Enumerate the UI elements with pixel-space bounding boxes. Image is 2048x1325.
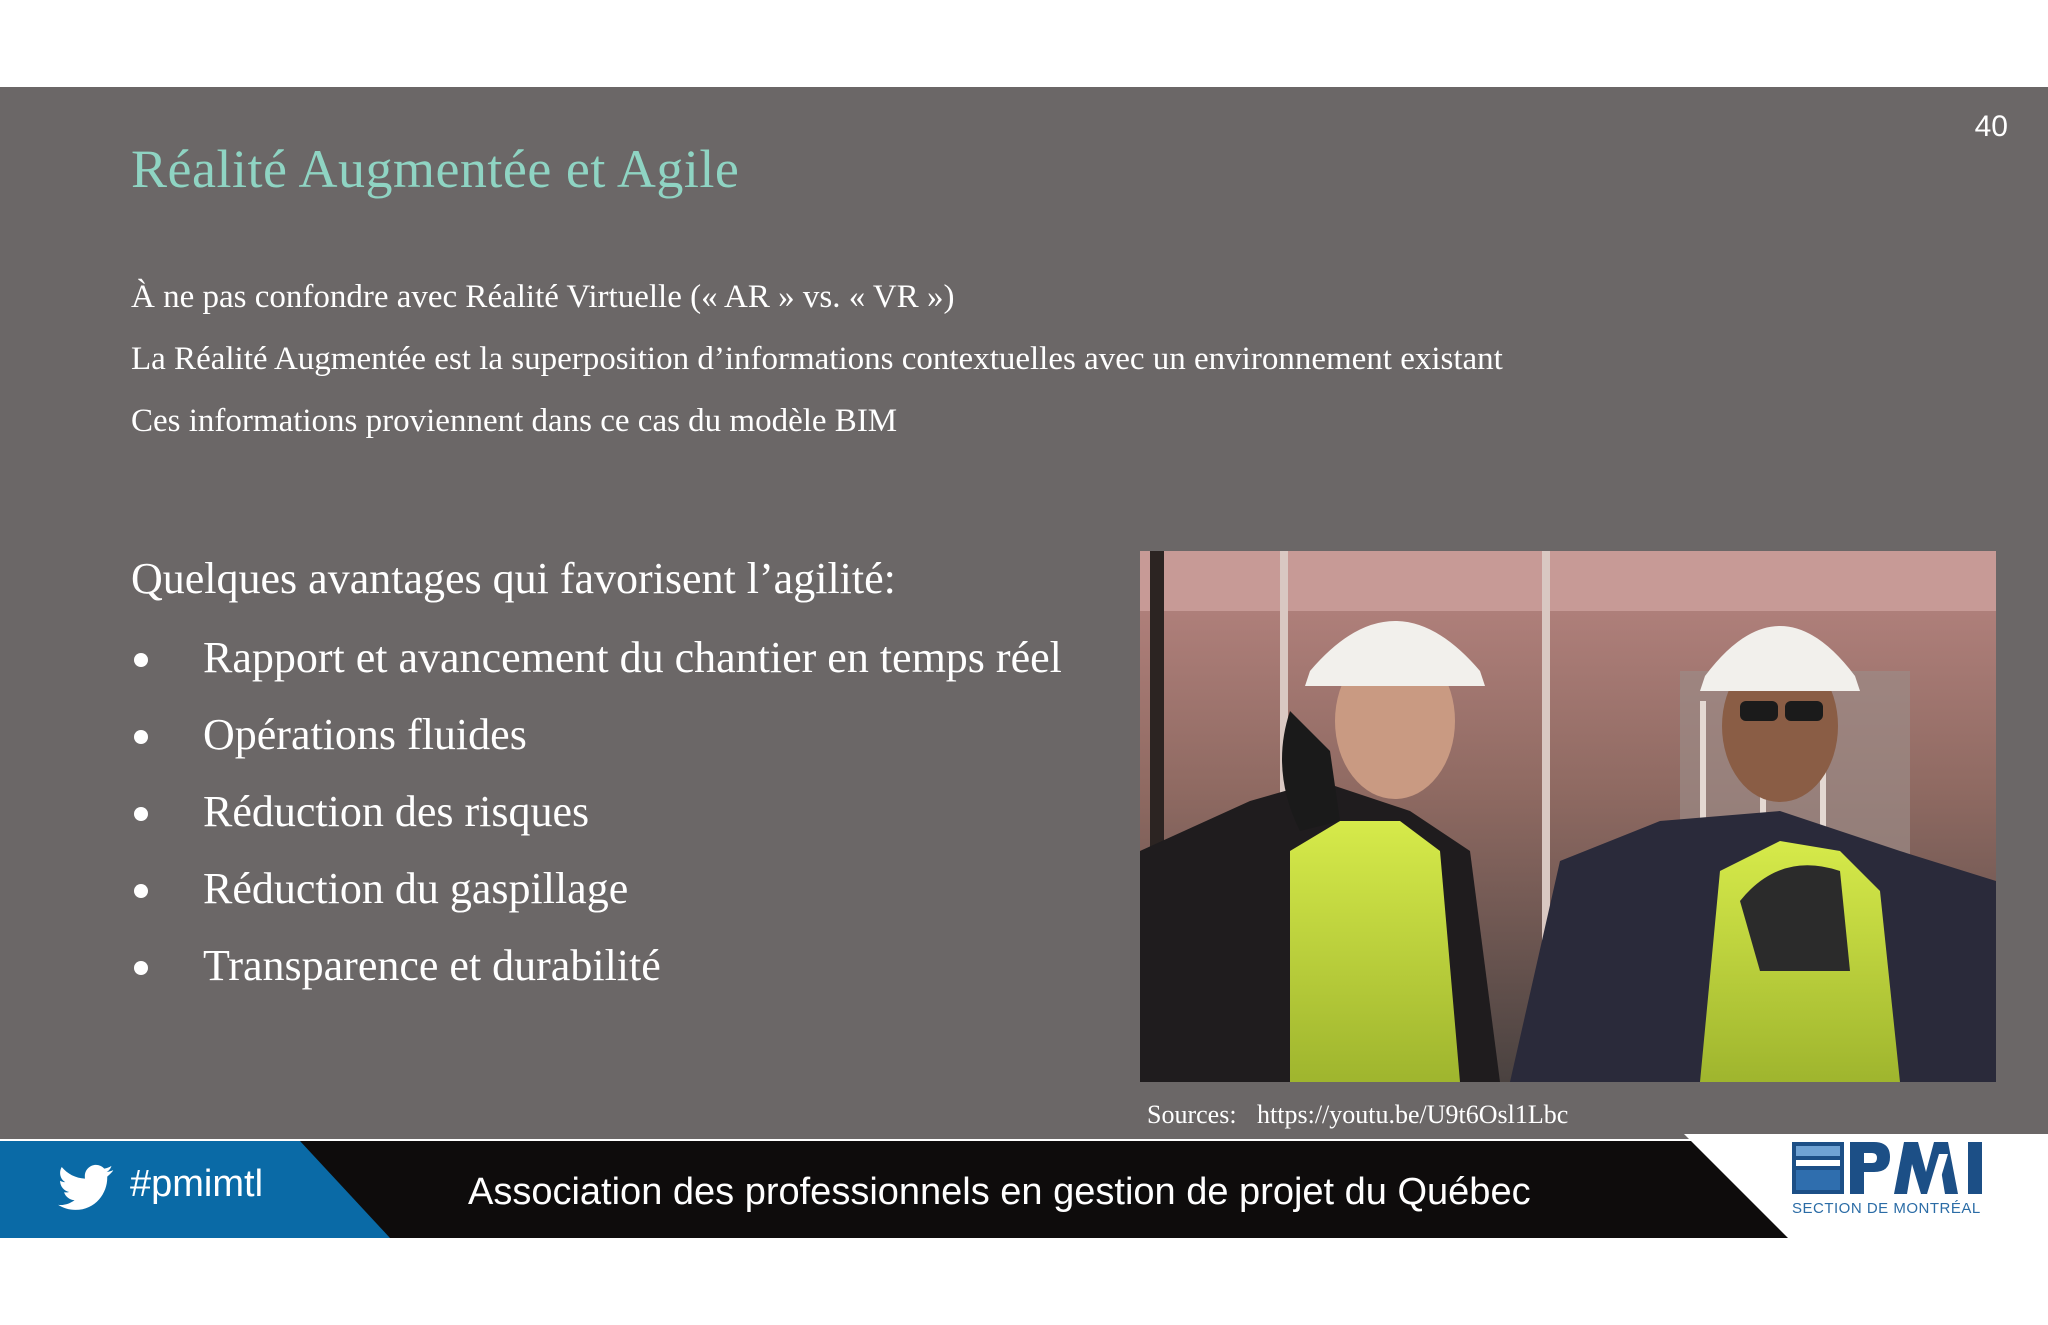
hashtag-label[interactable]: #pmimtl	[130, 1163, 264, 1205]
pmi-logo	[1792, 1136, 2002, 1198]
source-label: Sources:	[1147, 1100, 1237, 1129]
intro-line: Ces informations proviennent dans ce cas du modèle BIM	[131, 403, 898, 439]
list-item: Transparence et durabilité	[131, 933, 1062, 1010]
bullet-icon	[134, 730, 148, 744]
twitter-bird-icon	[58, 1163, 114, 1213]
list-item: Réduction des risques	[131, 779, 1062, 856]
source-link[interactable]: https://youtu.be/U9t6Osl1Lbc	[1257, 1100, 1569, 1129]
association-name: Association des professionnels en gestion de projet du Québec	[468, 1171, 1531, 1213]
list-item: Réduction du gaspillage	[131, 856, 1062, 933]
intro-text	[131, 266, 1831, 452]
bullet-icon	[134, 807, 148, 821]
logo-subtitle: SECTION DE MONTRÉAL	[1792, 1200, 1981, 1217]
page-number: 40	[1974, 110, 2008, 143]
bullet-icon	[134, 961, 148, 975]
list-item: Rapport et avancement du chantier en temps réel	[131, 625, 1062, 702]
source-caption	[1147, 1100, 1568, 1130]
bullet-icon	[134, 653, 148, 667]
list-item: Opérations fluides	[131, 702, 1062, 779]
bullet-icon	[134, 884, 148, 898]
slide-title: Réalité Augmentée et Agile	[131, 139, 740, 199]
intro-line: À ne pas confondre avec Réalité Virtuelle (« AR » vs. « VR »)	[131, 279, 955, 315]
advantages-list	[131, 625, 1062, 1010]
advantages-heading: Quelques avantages qui favorisent l’agilité:	[131, 554, 896, 603]
intro-line: La Réalité Augmentée est la superposition d’informations contextuelles avec un environnement existant	[131, 341, 1503, 377]
construction-workers-photo[interactable]	[1140, 551, 1996, 1082]
